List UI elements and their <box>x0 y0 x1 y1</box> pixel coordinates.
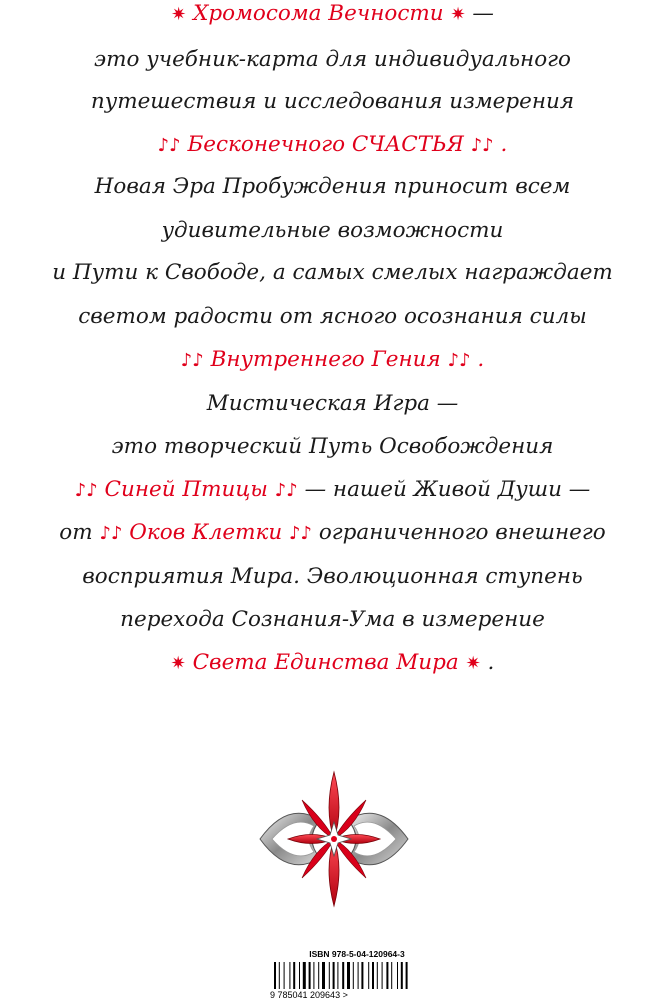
barcode-bar <box>284 962 285 989</box>
flower-star-emblem-icon <box>258 770 410 908</box>
barcode-bar <box>386 962 388 989</box>
line-11: это творческий Путь Освобождения <box>111 434 554 459</box>
barcode-bar <box>382 962 383 989</box>
line-10: Мистическая Игра — <box>206 391 459 416</box>
line-13-prefix: от <box>59 520 100 545</box>
highlight-title-2: Бесконечного СЧАСТЬЯ <box>187 132 464 157</box>
barcode-bar <box>372 962 374 989</box>
barcode-bar <box>397 962 398 989</box>
highlight-phrase-2: Оков Клетки <box>129 520 283 545</box>
highlight-title-4: Света Единства Мира <box>192 650 459 675</box>
period: . <box>480 650 495 675</box>
barcode-bar <box>293 962 295 989</box>
line-3: путешествия и исследования измерения <box>90 89 575 114</box>
barcode-bar <box>333 962 335 989</box>
line-4 <box>0 131 665 159</box>
line-7: и Пути к Свободе, а самых смелых награждает <box>52 260 613 285</box>
barcode-bar <box>368 962 369 989</box>
barcode-bar <box>279 962 280 989</box>
period: . <box>470 347 485 372</box>
line-12-rest: — нашей Живой Души — <box>297 477 591 502</box>
asterisk-star-icon: ✷ <box>171 4 187 25</box>
line-6: удивительные возможности <box>161 218 504 243</box>
line-13 <box>0 519 665 547</box>
line-9 <box>0 346 665 374</box>
barcode-bar <box>329 962 330 989</box>
barcode-bar <box>353 962 354 989</box>
barcode-bar <box>303 962 306 989</box>
barcode-icon <box>268 960 438 1000</box>
double-note-icon: ♪♪ <box>74 480 98 501</box>
isbn-label: ISBN 978-5-04-120964-3 <box>309 949 405 959</box>
line-15: перехода Сознания-Ума в измерение <box>120 607 545 632</box>
period: . <box>493 132 508 157</box>
double-note-icon: ♪♪ <box>99 523 123 544</box>
barcode-bar <box>342 962 344 989</box>
barcode-bar <box>377 962 378 989</box>
line-14: восприятия Мира. Эволюционная ступень <box>82 564 583 589</box>
double-note-icon: ♪♪ <box>180 350 204 371</box>
barcode-bar <box>313 962 314 989</box>
barcode-bar <box>322 962 325 989</box>
line-8: светом радости от ясного осознания силы <box>78 304 587 329</box>
isbn-digits: 9 785041 209643 > <box>270 990 348 1000</box>
line-1 <box>0 0 665 28</box>
barcode-bar <box>299 962 300 989</box>
highlight-phrase-1: Синей Птицы <box>104 477 268 502</box>
barcode-bar <box>347 962 350 989</box>
double-note-icon: ♪♪ <box>447 350 471 371</box>
line-2: это учебник-карта для индивидуального <box>94 47 571 72</box>
line-16 <box>0 649 665 677</box>
barcode-bar <box>391 962 392 989</box>
double-note-icon: ♪♪ <box>289 523 312 544</box>
barcode-bar <box>401 962 403 989</box>
highlight-title-3: Внутреннего Гения <box>210 347 441 372</box>
double-note-icon: ♪♪ <box>157 135 181 156</box>
line-5: Новая Эра Пробуждения приносит всем <box>94 174 571 199</box>
barcode-bar <box>289 962 290 989</box>
barcode-bar <box>361 962 363 989</box>
asterisk-star-icon: ✷ <box>465 653 481 674</box>
line-13-rest: ограниченного внешнего <box>312 520 606 545</box>
double-note-icon: ♪♪ <box>274 480 298 501</box>
line-12 <box>0 476 665 504</box>
barcode-bar <box>406 962 408 989</box>
barcode-bar <box>274 962 276 989</box>
double-note-icon: ♪♪ <box>470 135 494 156</box>
dash: — <box>465 1 494 26</box>
asterisk-star-icon: ✷ <box>170 653 186 674</box>
barcode-bar <box>309 962 311 989</box>
barcode-bar <box>337 962 338 989</box>
barcode-bar <box>318 962 319 989</box>
highlight-title-1: Хромосома Вечности <box>193 1 444 26</box>
asterisk-star-icon: ✷ <box>450 4 466 25</box>
barcode-bar <box>358 962 359 989</box>
